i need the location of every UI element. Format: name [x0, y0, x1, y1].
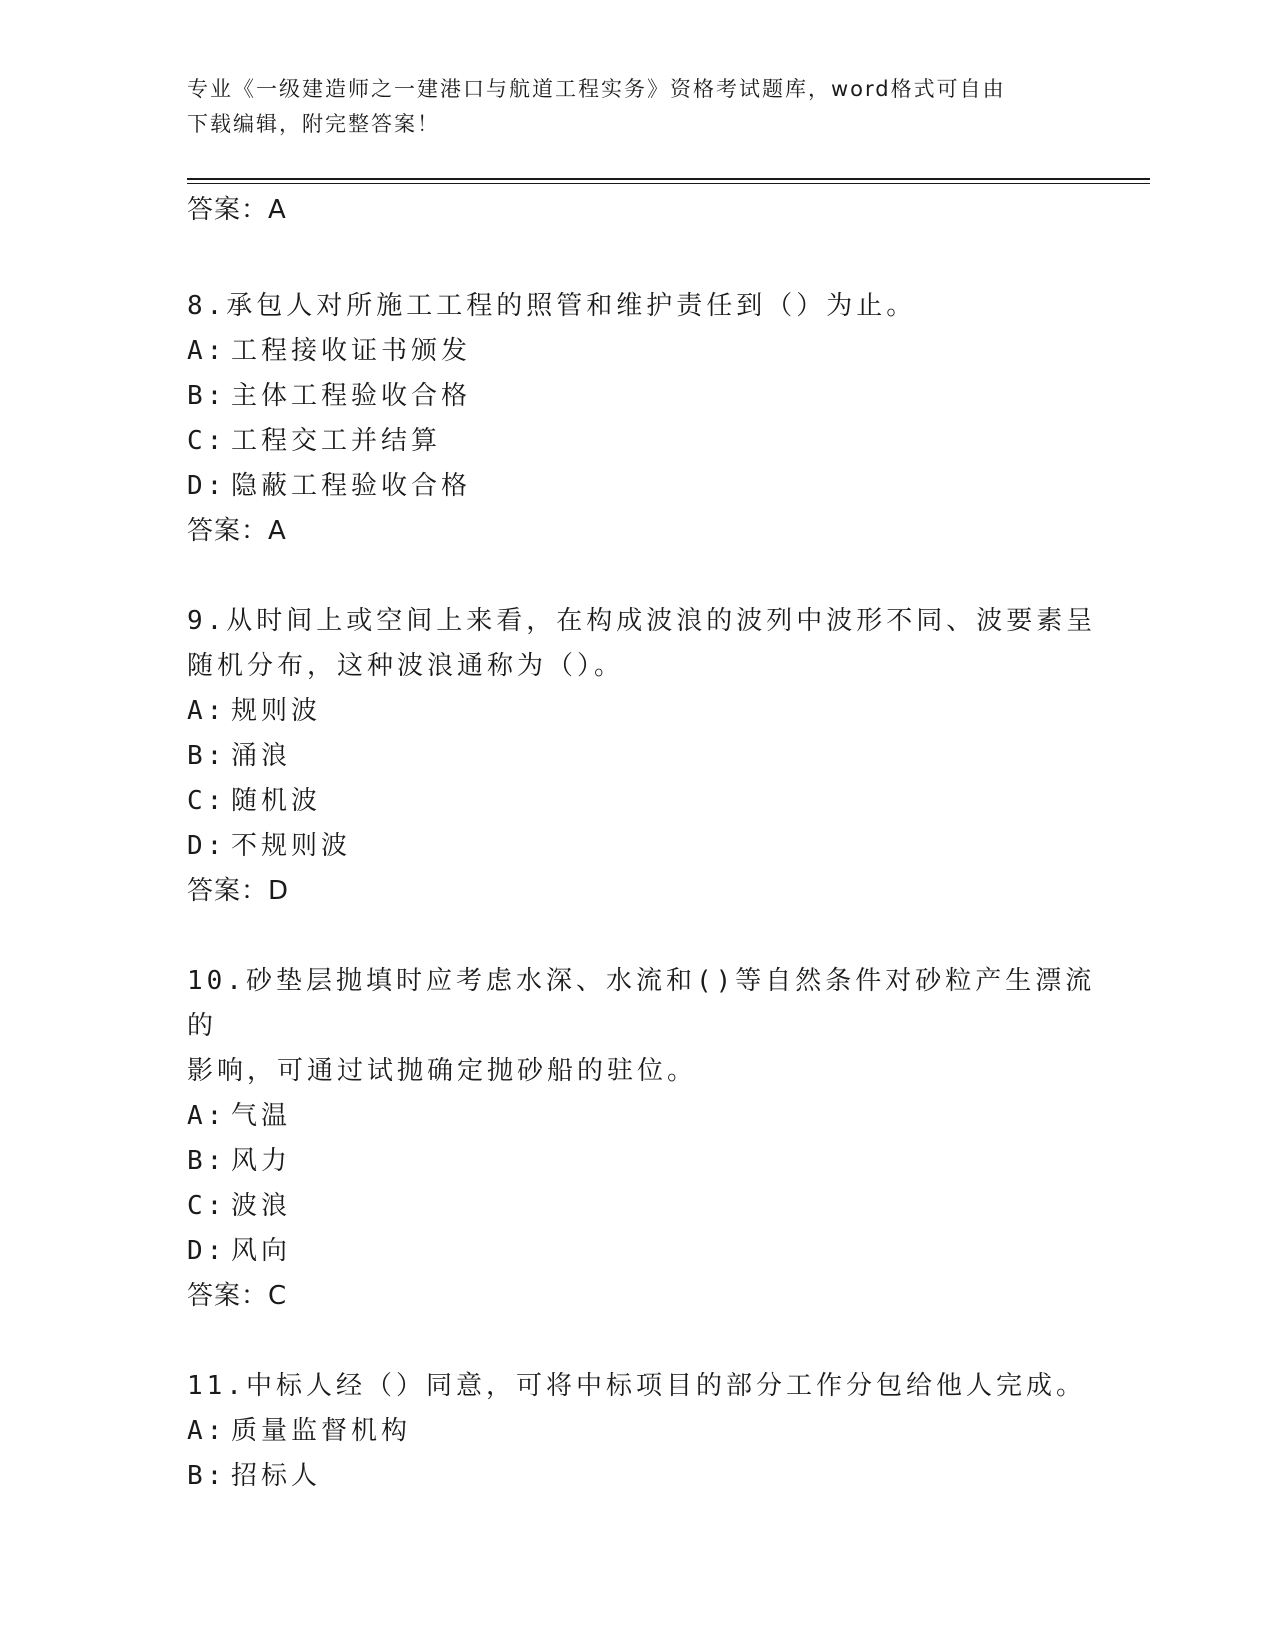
option-key: A: [187, 1416, 227, 1446]
option-text: 不规则波 [231, 831, 352, 861]
question-stem [187, 284, 1107, 329]
option-b [187, 1139, 1107, 1184]
option-text: 工程接收证书颁发 [231, 336, 472, 366]
question-10 [187, 959, 1107, 1318]
option-text: 隐蔽工程验收合格 [231, 471, 472, 501]
document-header [187, 72, 1087, 142]
question-8 [187, 284, 1107, 553]
option-text: 主体工程验收合格 [231, 381, 472, 411]
option-key: A: [187, 696, 227, 726]
option-text: 随机波 [231, 786, 322, 816]
option-text: 招标人 [231, 1461, 322, 1491]
option-text: 风向 [231, 1236, 292, 1266]
option-text: 规则波 [231, 696, 322, 726]
answer: 答案：A [187, 516, 287, 546]
option-key: C: [187, 426, 227, 456]
option-b [187, 1454, 1107, 1499]
option-a [187, 1094, 1107, 1139]
stem-line: 9.从时间上或空间上来看，在构成波浪的波列中波形不同、波要素呈 [187, 606, 1097, 636]
previous-answer: 答案：A [187, 195, 287, 225]
option-c [187, 779, 1107, 824]
option-d [187, 824, 1107, 869]
option-d [187, 1229, 1107, 1274]
stem-line: 影响，可通过试抛确定抛砂船的驻位。 [187, 1056, 698, 1086]
header-line-2: 下载编辑，附完整答案！ [187, 112, 440, 136]
option-key: D: [187, 471, 227, 501]
option-a [187, 1409, 1107, 1454]
question-stem [187, 599, 1107, 689]
question-stem [187, 959, 1107, 1094]
option-key: B: [187, 381, 227, 411]
question-stem [187, 1364, 1107, 1409]
option-text: 风力 [231, 1146, 292, 1176]
option-d [187, 464, 1107, 509]
answer: 答案：C [187, 1281, 288, 1311]
option-key: B: [187, 741, 227, 771]
option-text: 质量监督机构 [231, 1416, 412, 1446]
option-key: C: [187, 1191, 227, 1221]
header-divider-thick [187, 178, 1150, 180]
stem-line: 11.中标人经（）同意，可将中标项目的部分工作分包给他人完成。 [187, 1371, 1086, 1401]
option-key: A: [187, 336, 227, 366]
header-line-1: 专业《一级建造师之一建港口与航道工程实务》资格考试题库，word格式可自由 [187, 77, 1006, 101]
option-key: A: [187, 1101, 227, 1131]
stem-line: 8.承包人对所施工工程的照管和维护责任到（）为止。 [187, 291, 917, 321]
option-a [187, 329, 1107, 374]
stem-line: 10.砂垫层抛填时应考虑水深、水流和()等自然条件对砂粒产生漂流的 [187, 966, 1096, 1041]
option-key: D: [187, 1236, 227, 1266]
option-text: 工程交工并结算 [231, 426, 442, 456]
option-key: B: [187, 1146, 227, 1176]
question-list [187, 188, 1107, 1499]
option-key: C: [187, 786, 227, 816]
option-key: D: [187, 831, 227, 861]
answer: 答案：D [187, 876, 290, 906]
option-key: B: [187, 1461, 227, 1491]
option-c [187, 419, 1107, 464]
option-c [187, 1184, 1107, 1229]
question-9 [187, 599, 1107, 913]
option-text: 涌浪 [231, 741, 292, 771]
option-text: 气温 [231, 1101, 292, 1131]
option-b [187, 374, 1107, 419]
option-text: 波浪 [231, 1191, 292, 1221]
header-divider-thin [187, 183, 1150, 184]
option-b [187, 734, 1107, 779]
question-11 [187, 1364, 1107, 1499]
option-a [187, 689, 1107, 734]
stem-line: 随机分布，这种波浪通称为（）。 [187, 651, 625, 681]
